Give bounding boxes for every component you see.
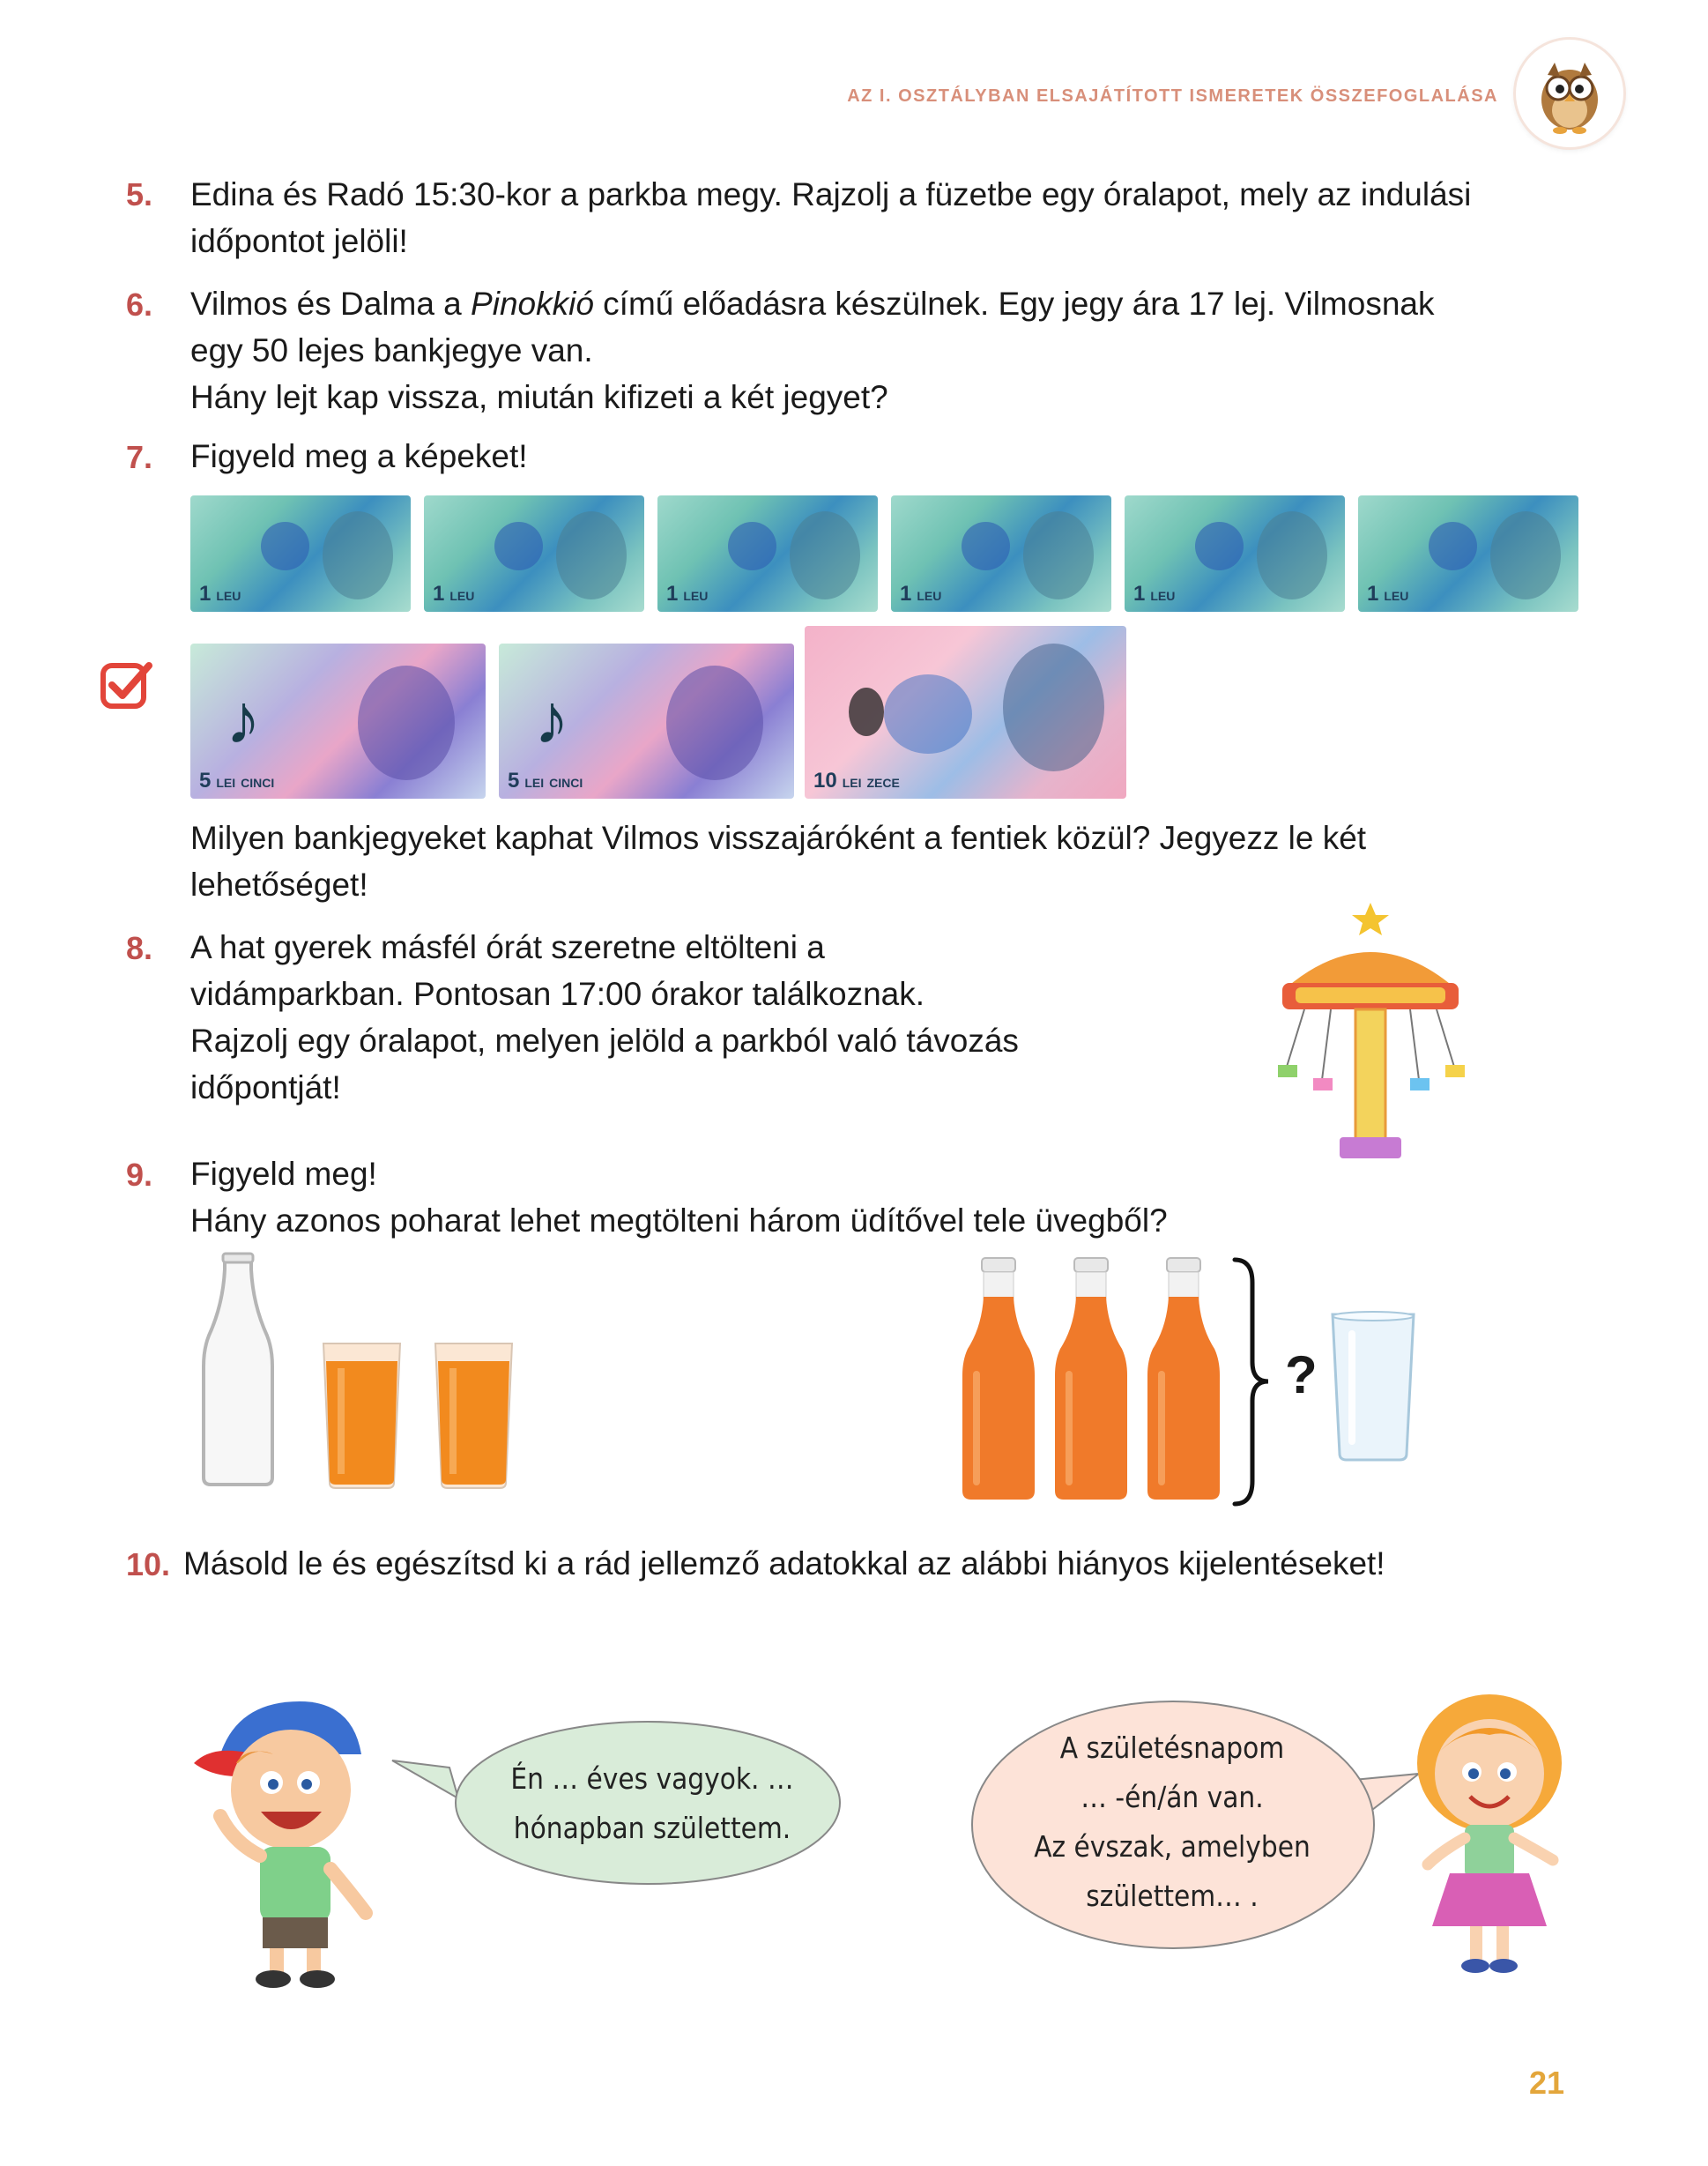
- boy-icon: [185, 1693, 397, 1992]
- exercise-10-line-1: Másold le és egészítsd ki a rád jellemző adatokkal az alábbi hiányos kijelentéseket!: [183, 1545, 1385, 1582]
- banknote-label: 1 LEU: [1367, 582, 1409, 606]
- banknote-label: 1 LEU: [1133, 582, 1176, 606]
- exercise-8-line-2: vidámparkban. Pontosan 17:00 órakor találkoznak.: [190, 976, 925, 1012]
- exercise-6-line-1: [190, 281, 1435, 327]
- exercise-5-line-1: Edina és Radó 15:30-kor a parkba megy. Rajzolj a füzetbe egy óralapot, mely az indulási: [190, 176, 1472, 212]
- owl-badge: [1516, 40, 1623, 147]
- music-note-icon: ♪: [226, 680, 261, 758]
- empty-bottle-icon: [198, 1252, 278, 1490]
- exercise-10-number: 10.: [126, 1546, 171, 1582]
- page-number: 21: [1529, 2065, 1565, 2101]
- play-title: Pinokkió: [471, 286, 594, 322]
- banknote-label: 10 LEI ZECE: [813, 769, 900, 793]
- exercise-5-number: 5.: [126, 176, 153, 212]
- exercise-7-number: 7.: [126, 439, 153, 475]
- exercise-6-line-2: egy 50 lejes bankjegye van.: [190, 332, 593, 368]
- banknote-5-lei: [190, 644, 486, 799]
- banknote-1-leu: [1125, 495, 1345, 612]
- girl-bubble-text: [996, 1723, 1348, 1921]
- boy-bubble-line-2: hónapban születtem.: [513, 1811, 791, 1845]
- banknote-5-lei: [499, 644, 794, 799]
- juice-glass-icon: [320, 1338, 404, 1490]
- banknote-label: 5 LEI CINCI: [199, 769, 275, 793]
- exercise-8-line-3: Rajzolj egy óralapot, melyen jelöld a parkból való távozás: [190, 1023, 1019, 1059]
- curly-brace-icon: [1229, 1256, 1274, 1507]
- exercise-7-question-2: lehetőséget!: [190, 867, 368, 903]
- banknote-1-leu: [657, 495, 878, 612]
- exercise-6-line-3: Hány lejt kap vissza, miután kifizeti a két jegyet?: [190, 379, 888, 415]
- girl-bubble-line-3: Az évszak, amelyben: [1034, 1829, 1311, 1864]
- exercise-6-line-1c: című előadásra készülnek. Egy jegy ára 17 lej. Vilmosnak: [593, 286, 1435, 322]
- exercise-9-line-2: Hány azonos poharat lehet megtölteni három üdítővel tele üvegből?: [190, 1202, 1168, 1239]
- banknote-1-leu: [190, 495, 411, 612]
- juice-bottle-icon: [961, 1256, 1036, 1503]
- boy-bubble-line-1: Én … éves vagyok. …: [510, 1761, 794, 1796]
- banknote-label: 1 LEU: [199, 582, 241, 606]
- exercise-7-line-1: Figyeld meg a képeket!: [190, 438, 528, 474]
- exercise-6-line-1a: Vilmos és Dalma a: [190, 286, 472, 322]
- banknote-1-leu: [424, 495, 644, 612]
- juice-glass-icon: [432, 1338, 516, 1490]
- page-header-title: AZ I. OSZTÁLYBAN ELSAJÁTÍTOTT ISMERETEK ÖSSZEFOGLALÁSA: [847, 86, 1498, 106]
- empty-glass-icon: [1329, 1309, 1417, 1463]
- exercise-8-line-1: A hat gyerek másfél órát szeretne eltölteni a: [190, 929, 825, 965]
- girl-bubble-line-1: A születésnapom: [1059, 1731, 1285, 1765]
- exercise-6-number: 6.: [126, 287, 153, 323]
- banknote-label: 1 LEU: [433, 582, 475, 606]
- girl-bubble-line-2: … -én/án van.: [1080, 1780, 1264, 1814]
- carousel-icon: [1269, 899, 1472, 1164]
- banknote-10-lei: [805, 626, 1126, 799]
- checkbox-icon: [100, 657, 154, 711]
- music-note-icon: ♪: [534, 680, 569, 758]
- exercise-8-line-4: időpontját!: [190, 1069, 341, 1105]
- exercise-7-question-1: Milyen bankjegyeket kaphat Vilmos visszajáróként a fentiek közül? Jegyezz le két: [190, 820, 1367, 856]
- exercise-9-line-1: Figyeld meg!: [190, 1156, 377, 1192]
- banknote-label: 1 LEU: [666, 582, 709, 606]
- exercise-9-number: 9.: [126, 1157, 153, 1193]
- girl-icon: [1401, 1693, 1578, 1984]
- exercise-5-line-2: időpontot jelöli!: [190, 223, 408, 259]
- banknote-label: 5 LEI CINCI: [508, 769, 583, 793]
- juice-bottle-icon: [1146, 1256, 1222, 1503]
- exercise-8-number: 8.: [126, 930, 153, 966]
- question-mark: ?: [1285, 1345, 1318, 1404]
- owl-icon: [1516, 40, 1623, 147]
- banknote-label: 1 LEU: [900, 582, 942, 606]
- juice-bottle-icon: [1053, 1256, 1129, 1503]
- boy-bubble-text: [476, 1754, 828, 1853]
- banknote-1-leu: [891, 495, 1111, 612]
- girl-bubble-line-4: születtem… .: [1086, 1879, 1259, 1913]
- banknote-1-leu: [1358, 495, 1578, 612]
